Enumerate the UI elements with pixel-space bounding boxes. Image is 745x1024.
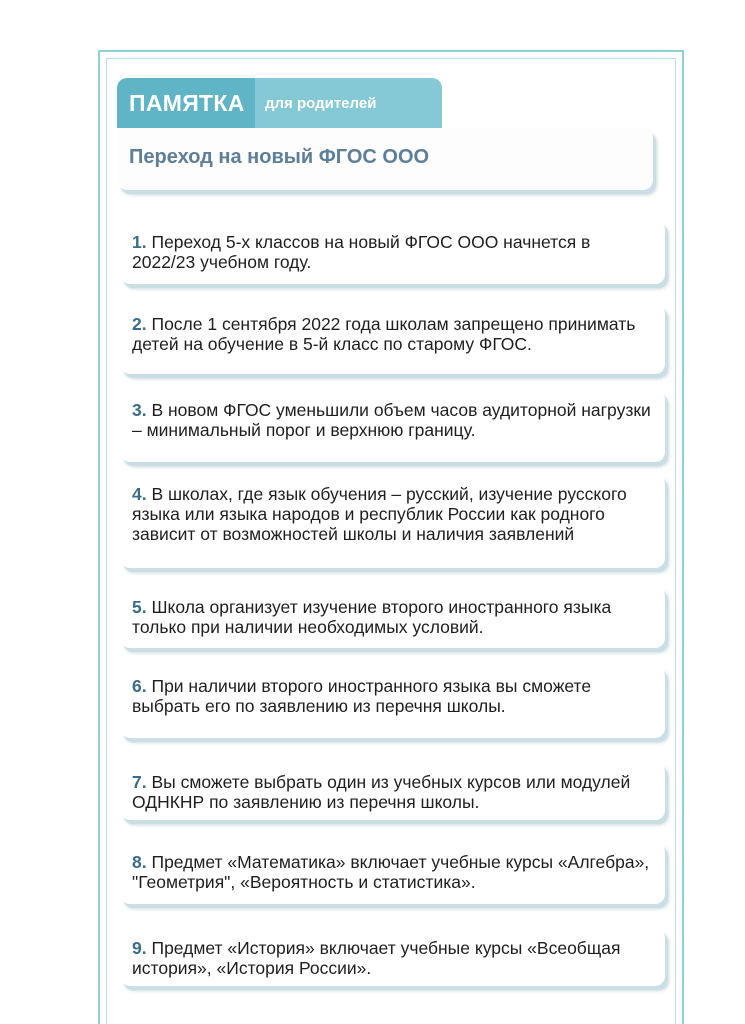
item-number: 2. bbox=[132, 314, 147, 334]
list-item bbox=[120, 220, 665, 284]
item-text: Предмет «Математика» включает учебные курсы «Алгебра», "Геометрия", «Вероятность и статистика». bbox=[132, 852, 650, 892]
item-number: 1. bbox=[132, 232, 147, 252]
item-text: В школах, где язык обучения – русский, изучение русского языка или языка народов и республик России как родного зависит от возможностей школы и наличия заявлений bbox=[132, 484, 627, 544]
list-item bbox=[120, 928, 665, 986]
page-title: Переход на новый ФГОС ООО bbox=[129, 146, 430, 168]
item-text: При наличии второго иностранного языка вы сможете выбрать его по заявлению из перечня школы. bbox=[132, 676, 592, 716]
item-text: В новом ФГОС уменьшили объем часов аудиторной нагрузки – минимальный порог и верхнюю границу. bbox=[132, 400, 651, 440]
list-item bbox=[120, 666, 665, 738]
memo-tab bbox=[117, 78, 257, 128]
item-number: 6. bbox=[132, 676, 147, 696]
item-text: Школа организует изучение второго иностранного языка только при наличии необходимых условий. bbox=[132, 597, 612, 637]
audience-tab-label: для родителей bbox=[265, 94, 377, 112]
list-item bbox=[120, 390, 665, 462]
item-text: Переход 5-х классов на новый ФГОС ООО начнется в 2022/23 учебном году. bbox=[132, 232, 591, 272]
item-number: 5. bbox=[132, 597, 147, 617]
item-text: После 1 сентября 2022 года школам запрещено принимать детей на обучение в 5-й класс по старому ФГОС. bbox=[132, 314, 636, 354]
audience-tab bbox=[255, 78, 442, 128]
item-number: 9. bbox=[132, 938, 147, 958]
item-number: 4. bbox=[132, 484, 147, 504]
list-item bbox=[120, 474, 665, 568]
memo-tab-title: ПАМЯТКА bbox=[129, 89, 245, 116]
item-number: 3. bbox=[132, 400, 147, 420]
list-item bbox=[120, 762, 665, 820]
item-number: 7. bbox=[132, 772, 147, 792]
item-text: Предмет «История» включает учебные курсы «Всеобщая история», «История России». bbox=[132, 938, 621, 978]
title-card bbox=[117, 128, 653, 190]
item-text: Вы сможете выбрать один из учебных курсов или модулей ОДНКНР по заявлению из перечня школы. bbox=[132, 772, 631, 812]
list-item bbox=[120, 586, 665, 648]
list-item bbox=[120, 304, 665, 374]
list-item bbox=[120, 842, 665, 904]
item-number: 8. bbox=[132, 852, 147, 872]
